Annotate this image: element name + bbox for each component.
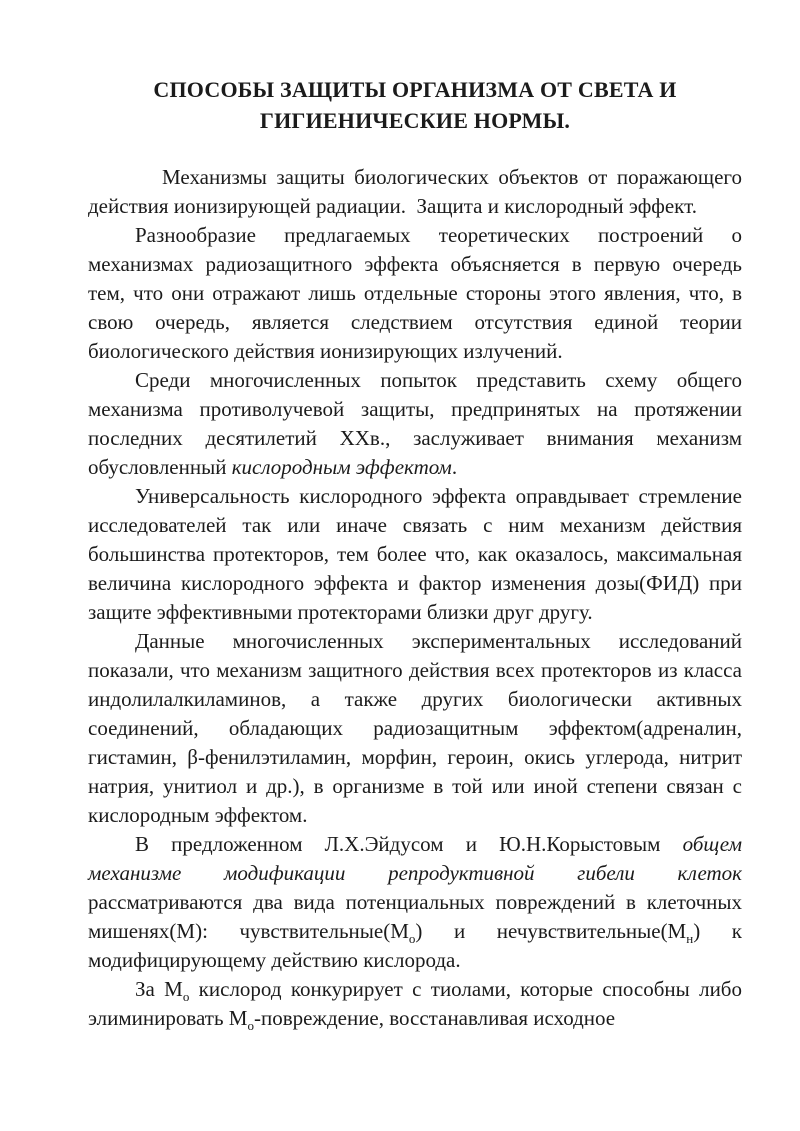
paragraph-4: Универсальность кислородного эффекта оправдывает стремление исследователей так или иначе связать с ним механизм действия большинства протекторов, тем более что, как оказалось, максимальная величина кислородного эффекта и фактор изменения дозы(ФИД) при защите эффективными протекторами близки друг другу. — [88, 484, 742, 624]
paragraph-3: Среди многочисленных попыток представить схему общего механизма противолучевой защиты, предпринятых на протяжении последних десятилетий XXв., заслуживает внимания механизм обусловленный кислородным эффектом. — [88, 368, 742, 479]
subscript-text: о — [247, 1018, 254, 1034]
title-line-1: СПОСОБЫ ЗАЩИТЫ ОРГАНИЗМА ОТ СВЕТА И — [153, 77, 677, 102]
subscript-text: н — [686, 931, 694, 947]
document-title — [88, 74, 742, 136]
subscript-text: о — [408, 931, 416, 947]
document-body — [88, 163, 742, 1033]
paragraph-6: В предложенном Л.Х.Эйдусом и Ю.Н.Корыстовым общем механизме модификации репродуктивной гибели клеток рассматриваются два вида потенциальных повреждений в клеточных мишенях(М): $чувствительные(М_о)$ и $нечувствительные(М_н)$ к модифицирующему действию кислорода. — [88, 832, 742, 972]
paragraph-1: Механизмы защиты биологических объектов от поражающего действия ионизирующей радиации. Защита и кислородный эффект. — [88, 165, 742, 218]
subscript-text: о — [182, 989, 190, 1005]
title-line-2: ГИГИЕНИЧЕСКИЕ НОРМЫ. — [259, 108, 571, 133]
paragraph-2: Разнообразие предлагаемых теоретических построений о механизмах радиозащитного эффекта объясняется в первую очередь тем, что они отражают лишь отдельные стороны этого явления, что, в свою очередь, является следствием отсутствия единой теории биологического действия ионизирующих излучений. — [88, 223, 742, 363]
italic-text: кислородным эффектом — [231, 455, 452, 479]
paragraph-5: Данные многочисленных экспериментальных исследований показали, что механизм защитного действия всех протекторов из класса индолилалкиламинов, а также других биологически активных соединений, обладающих радиозащитным эффектом(адреналин, гистамин, β-фенилэтиламин, морфин, героин, окись углерода, нитрит натрия, унитиол и др.), в организме в той или иной степени связан с кислородным эффектом. — [88, 629, 742, 827]
italic-text: общем механизме модификации репродуктивной гибели клеток — [88, 832, 742, 885]
paragraph-7: За $М_о$ кислород конкурирует с тиолами, которые способны либо элиминировать $М_о$-повреждение, восстанавливая исходное — [88, 977, 742, 1034]
